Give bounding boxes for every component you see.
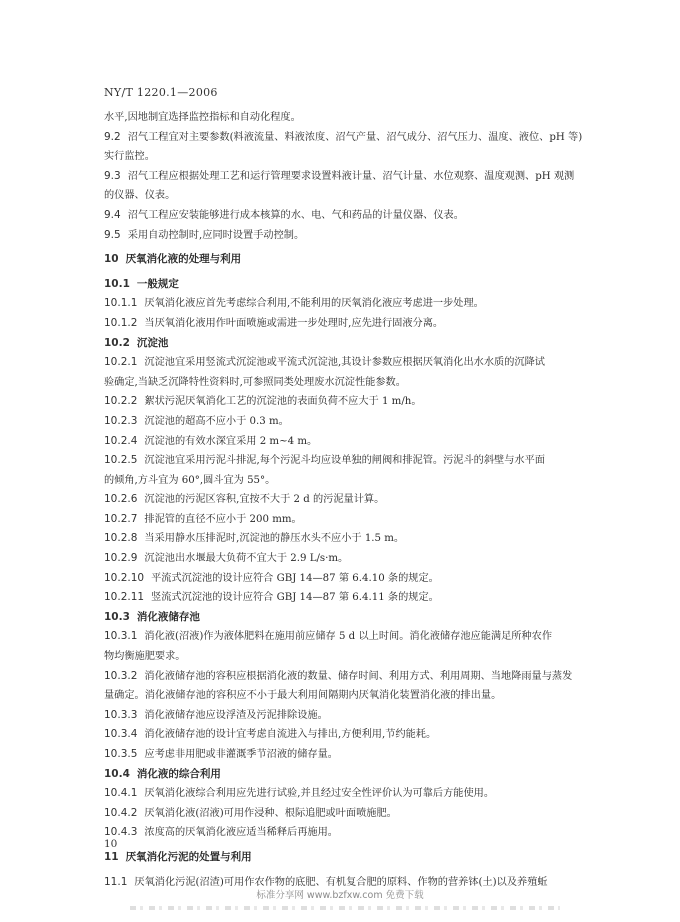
clause-number: 10.2.2	[104, 395, 138, 408]
clause-10-2-6	[104, 490, 614, 510]
document-body	[104, 108, 614, 892]
paragraph-text: 实行监控。	[104, 151, 155, 163]
clause-number: 10.2.8	[104, 532, 138, 545]
section-title: 厌氧消化液的处理与利用	[125, 253, 242, 266]
clause-10-2-5	[104, 451, 614, 471]
clause-text: 沉淀池的污泥区容积,宜按不大于 2 d 的污泥量计算。	[144, 494, 385, 506]
page-number: 10	[104, 838, 118, 850]
clause-text: 平流式沉淀池的设计应符合 GBJ 14—87 第 6.4.10 条的规定。	[151, 572, 439, 584]
clause-text: 絮状污泥厌氧消化工艺的沉淀池的表面负荷不应大于 1 m/h。	[144, 396, 422, 408]
clause-text: 沉淀池宜采用污泥斗排泥,每个污泥斗均应设单独的闸阀和排泥管。污泥斗的斜壁与水平面	[144, 455, 545, 467]
subsection-title: 消化液的综合利用	[136, 767, 221, 780]
clause-text: 应考虑非用肥或非灌溉季节沼液的储存量。	[144, 749, 338, 760]
clause-number: 10.3.1	[104, 630, 138, 643]
clause-9-2	[104, 128, 614, 148]
clause-10-3-1	[104, 627, 614, 647]
section-number: 10	[104, 253, 119, 266]
clause-text: 当采用静水压排泥时,沉淀池的静压水头不应小于 1.5 m。	[144, 533, 405, 545]
clause-9-4	[104, 206, 614, 226]
clause-text: 消化液储存池应设浮渣及污泥排除设施。	[144, 709, 328, 721]
clause-number: 10.1.2	[104, 316, 138, 329]
clause-10-2-10	[104, 569, 614, 589]
paragraph-text: 验确定,当缺乏沉降特性资料时,可参照同类处理废水沉淀性能参数。	[104, 376, 406, 388]
subsection-title: 沉淀池	[136, 336, 169, 349]
clause-10-2-11	[104, 588, 614, 608]
paragraph-text: 的倾角,方斗宜为 60°,圆斗宜为 55°。	[104, 474, 276, 486]
clause-text: 沼气工程宜对主要参数(料液流量、料液浓度、沼气产量、沼气成分、沼气压力、温度、液位、pH 等)	[127, 131, 583, 143]
clause-text: 沼气工程应安装能够进行成本核算的水、电、气和药品的计量仪器、仪表。	[127, 209, 464, 221]
paragraph-continuation	[104, 186, 614, 206]
clause-number: 11.1	[104, 875, 128, 888]
clause-number: 10.2.1	[104, 356, 138, 369]
paragraph-continuation	[104, 471, 614, 491]
clause-number: 10.3.3	[104, 708, 138, 721]
subsection-title: 消化液储存池	[136, 610, 200, 623]
clause-number: 10.2.3	[104, 414, 138, 427]
clause-number: 10.2.9	[104, 552, 138, 565]
paragraph-continuation	[104, 647, 614, 667]
clause-number: 10.2.6	[104, 493, 138, 506]
clause-10-2-1	[104, 353, 614, 373]
paragraph-continuation	[104, 147, 614, 167]
clause-10-2-8	[104, 529, 614, 549]
clause-number: 9.2	[104, 130, 121, 143]
clause-text: 当厌氧消化液用作叶面喷施或需进一步处理时,应先进行固液分离。	[144, 317, 444, 329]
clause-10-3-4	[104, 725, 614, 745]
subsection-10-3-heading	[104, 608, 614, 628]
subsection-title: 一般规定	[136, 277, 179, 290]
paragraph-continuation	[104, 686, 614, 706]
clause-number: 10.4.1	[104, 787, 138, 800]
clause-number: 10.3.2	[104, 669, 138, 682]
clause-text: 沉淀池宜采用竖流式沉淀池或平流式沉淀池,其设计参数应根据厌氧消化出水水质的沉降试	[144, 357, 545, 369]
clause-10-2-7	[104, 510, 614, 530]
paragraph-text: 量确定。消化液储存池的容积应不小于最大利用间隔期内厌氧消化装置消化液的排出量。	[104, 690, 502, 702]
clause-text: 排泥管的直径不应小于 200 mm。	[144, 513, 302, 525]
subsection-number: 10.3	[104, 610, 130, 623]
scan-artifact	[130, 906, 560, 910]
clause-number: 9.3	[104, 169, 121, 182]
clause-10-3-3	[104, 706, 614, 726]
clause-number: 9.5	[104, 228, 121, 241]
paragraph-text: 水平,因地制宜选择监控指标和自动化程度。	[104, 112, 301, 123]
clause-10-2-9	[104, 549, 614, 569]
clause-text: 厌氧消化液应首先考虑综合利用,不能利用的厌氧消化液应考虑进一步处理。	[144, 298, 484, 310]
clause-9-5	[104, 226, 614, 246]
subsection-number: 10.2	[104, 336, 130, 349]
clause-10-4-1	[104, 784, 614, 804]
clause-10-2-2	[104, 392, 614, 412]
clause-text: 厌氧消化液综合利用应先进行试验,并且经过安全性评价认为可靠后方能使用。	[144, 788, 495, 800]
clause-10-2-3	[104, 412, 614, 432]
clause-10-1-1	[104, 294, 614, 314]
clause-10-4-2	[104, 804, 614, 824]
clause-text: 沉淀池出水堰最大负荷不宜大于 2.9 L/s·m。	[144, 553, 349, 565]
clause-number: 10.2.4	[104, 434, 138, 447]
paragraph	[104, 108, 614, 128]
clause-text: 沉淀池的超高不应小于 0.3 m。	[144, 415, 289, 427]
clause-text: 沉淀池的有效水深宜采用 2 m~4 m。	[144, 435, 318, 447]
clause-number: 10.4.3	[104, 826, 138, 839]
clause-text: 消化液储存池的设计宜考虑自流进入与排出,方便利用,节约能耗。	[144, 729, 437, 741]
clause-text: 消化液(沼液)作为液体肥料在施用前应储存 5 d 以上时间。消化液储存池应能满足所种农作	[144, 631, 553, 643]
standard-code-header: NY/T 1220.1—2006	[104, 86, 218, 99]
clause-number: 10.2.5	[104, 454, 138, 467]
subsection-number: 10.4	[104, 767, 130, 780]
clause-number: 10.2.7	[104, 512, 138, 525]
clause-number: 10.1.1	[104, 297, 138, 310]
section-title: 厌氧消化污泥的处置与利用	[125, 850, 252, 863]
clause-text: 沼气工程应根据处理工艺和运行管理要求设置料液计量、沼气计量、水位观察、温度观测、pH 观测	[127, 170, 575, 182]
clause-number: 10.2.10	[104, 571, 145, 584]
clause-10-4-3	[104, 823, 614, 843]
clause-number: 10.2.11	[104, 591, 145, 604]
clause-9-3	[104, 167, 614, 187]
watermark-footer: 标准分享网 www.bzfxw.com 免费下载	[256, 890, 424, 901]
clause-10-1-2	[104, 314, 614, 334]
clause-text: 厌氧消化污泥(沼渣)可用作农作物的底肥、有机复合肥的原料、作物的营养钵(土)以及养殖蚯	[134, 876, 548, 888]
clause-text: 浓度高的厌氧消化液应适当稀释后再施用。	[144, 827, 338, 839]
clause-10-3-5	[104, 745, 614, 765]
section-10-heading	[104, 250, 614, 270]
clause-text: 竖流式沉淀池的设计应符合 GBJ 14—87 第 6.4.11 条的规定。	[151, 592, 439, 604]
clause-10-2-4	[104, 432, 614, 452]
clause-text: 厌氧消化液(沼液)可用作浸种、根际追肥或叶面喷施肥。	[144, 807, 397, 819]
clause-text: 消化液储存池的容积应根据消化液的数量、储存时间、利用方式、利用周期、当地降雨量与蒸发	[144, 670, 573, 682]
section-11-heading	[104, 848, 614, 868]
section-number: 11	[104, 850, 119, 863]
clause-text: 采用自动控制时,应同时设置手动控制。	[127, 229, 305, 241]
clause-number: 10.4.2	[104, 806, 138, 819]
paragraph-text: 物均衡施肥要求。	[104, 651, 186, 663]
subsection-number: 10.1	[104, 277, 130, 290]
clause-number: 10.3.5	[104, 748, 138, 760]
paragraph-continuation	[104, 373, 614, 393]
clause-10-3-2	[104, 667, 614, 687]
clause-number: 10.3.4	[104, 728, 138, 741]
paragraph-text: 的仪器、仪表。	[104, 190, 176, 202]
clause-number: 9.4	[104, 208, 121, 221]
subsection-10-1-heading	[104, 275, 614, 295]
subsection-10-2-heading	[104, 334, 614, 354]
subsection-10-4-heading	[104, 765, 614, 785]
